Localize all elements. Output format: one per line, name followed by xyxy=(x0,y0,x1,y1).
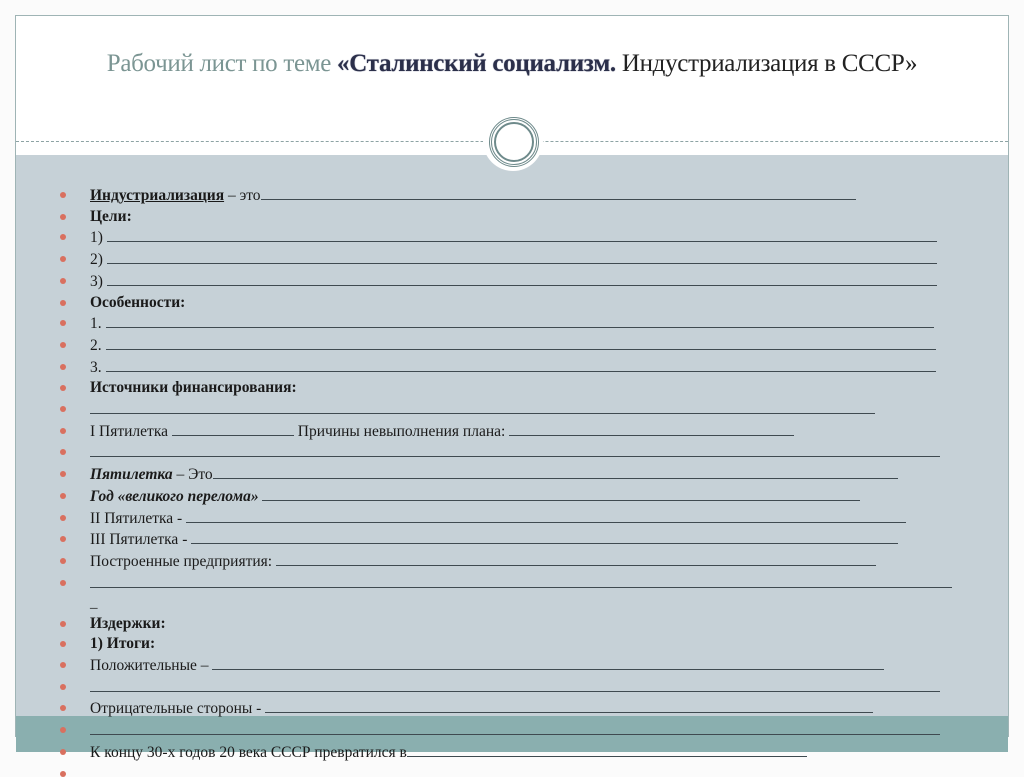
bullet-icon xyxy=(60,278,66,284)
list-item xyxy=(60,551,960,573)
item-text: 2) xyxy=(90,251,107,269)
answer-blank[interactable] xyxy=(90,399,875,414)
answer-blank[interactable] xyxy=(186,508,906,523)
item-text: I Пятилетка xyxy=(90,422,172,440)
list-item xyxy=(60,185,960,207)
bullet-icon xyxy=(60,493,66,499)
circle-icon xyxy=(489,117,539,167)
item-text: К концу 30-х годов 20 века СССР превратился в xyxy=(90,743,407,761)
list-item xyxy=(60,421,960,443)
bullet-icon xyxy=(60,515,66,521)
item-text: 1) xyxy=(90,229,107,247)
term: Пятилетка xyxy=(90,466,173,484)
bullet-icon xyxy=(60,234,66,240)
answer-blank[interactable] xyxy=(90,573,952,588)
list-item xyxy=(60,677,960,699)
answer-blank[interactable] xyxy=(262,486,860,501)
bullet-icon xyxy=(60,662,66,668)
term: Год «великого перелома» xyxy=(90,487,259,505)
list-item xyxy=(60,573,960,614)
list-item xyxy=(60,614,960,635)
bullet-icon xyxy=(60,621,66,627)
wrapped-tail: _ xyxy=(90,594,98,611)
title-part-3: Индустриализация в СССР» xyxy=(615,50,918,77)
ring-ornament xyxy=(483,111,543,171)
bullet-icon xyxy=(60,684,66,690)
list-item xyxy=(60,698,960,720)
section-label: 1) Итоги: xyxy=(90,635,156,653)
answer-blank[interactable] xyxy=(90,720,940,735)
item-text: Построенные предприятия: xyxy=(90,552,276,570)
bullet-icon xyxy=(60,641,66,647)
bullet-icon xyxy=(60,320,66,326)
list-item xyxy=(60,720,960,742)
bullet-icon xyxy=(60,300,66,306)
list-item xyxy=(60,742,960,764)
answer-blank[interactable] xyxy=(276,551,876,566)
answer-blank[interactable] xyxy=(407,742,807,757)
list-item xyxy=(60,486,960,508)
list-item xyxy=(60,249,960,271)
term: Индустриализация xyxy=(90,187,225,204)
item-text: III Пятилетка - xyxy=(90,531,192,549)
list-item xyxy=(60,313,960,335)
worksheet-list xyxy=(60,185,960,764)
item-text: Причины невыполнения плана: xyxy=(293,422,510,440)
bullet-icon xyxy=(60,705,66,711)
section-label: Цели: xyxy=(90,207,132,225)
bullet-icon xyxy=(60,536,66,542)
list-item xyxy=(60,655,960,677)
bullet-icon xyxy=(60,256,66,262)
item-text: 1. xyxy=(90,315,106,333)
bullet-icon xyxy=(60,428,66,434)
bullet-icon xyxy=(60,558,66,564)
list-item xyxy=(60,399,960,421)
item-text: 3. xyxy=(90,358,106,376)
answer-blank[interactable] xyxy=(107,249,937,264)
list-item xyxy=(60,634,960,655)
bullet-icon xyxy=(60,192,66,198)
list-item xyxy=(60,529,960,551)
list-item xyxy=(60,207,960,228)
bullet-icon xyxy=(60,727,66,733)
bullet-icon xyxy=(60,342,66,348)
item-text: Положительные – xyxy=(90,657,213,675)
item-text: Отрицательные стороны - xyxy=(90,700,266,718)
item-text: 3) xyxy=(90,272,107,290)
list-item xyxy=(60,442,960,464)
answer-blank[interactable] xyxy=(265,698,873,713)
answer-blank[interactable] xyxy=(172,421,294,436)
answer-blank[interactable] xyxy=(107,271,937,286)
list-item xyxy=(60,271,960,293)
answer-blank[interactable] xyxy=(90,442,940,457)
answer-blank[interactable] xyxy=(509,421,794,436)
bullet-icon xyxy=(60,771,66,777)
answer-blank[interactable] xyxy=(213,464,898,479)
title-part-2: «Сталинский социализм. xyxy=(337,50,616,77)
list-item xyxy=(60,464,960,486)
bullet-icon xyxy=(60,580,66,586)
section-label: Источники финансирования: xyxy=(90,379,297,397)
list-item xyxy=(60,508,960,530)
bullet-icon xyxy=(60,449,66,455)
section-label: Особенности: xyxy=(90,293,186,311)
list-item xyxy=(60,335,960,357)
section-label: Издержки: xyxy=(90,614,166,632)
answer-blank[interactable] xyxy=(191,529,898,544)
title-part-1: Рабочий лист по теме xyxy=(106,50,338,77)
bullet-icon xyxy=(60,749,66,755)
bullet-icon xyxy=(60,385,66,391)
bullet-icon xyxy=(60,406,66,412)
bullet-icon xyxy=(60,364,66,370)
list-item xyxy=(60,227,960,249)
list-item xyxy=(60,357,960,379)
answer-blank[interactable] xyxy=(212,655,884,670)
answer-blank[interactable] xyxy=(106,335,936,350)
bullet-icon xyxy=(60,214,66,220)
answer-blank[interactable] xyxy=(261,185,856,200)
answer-blank[interactable] xyxy=(106,313,934,328)
answer-blank[interactable] xyxy=(107,227,937,242)
list-item xyxy=(60,293,960,314)
item-text: – это xyxy=(224,187,261,204)
bullet-icon xyxy=(60,471,66,477)
item-text: – Это xyxy=(172,466,213,484)
slide-title xyxy=(16,50,1008,78)
answer-blank[interactable] xyxy=(106,357,936,372)
item-text: 2. xyxy=(90,336,106,354)
answer-blank[interactable] xyxy=(90,677,940,692)
item-text: II Пятилетка - xyxy=(90,509,187,527)
list-item xyxy=(60,378,960,399)
